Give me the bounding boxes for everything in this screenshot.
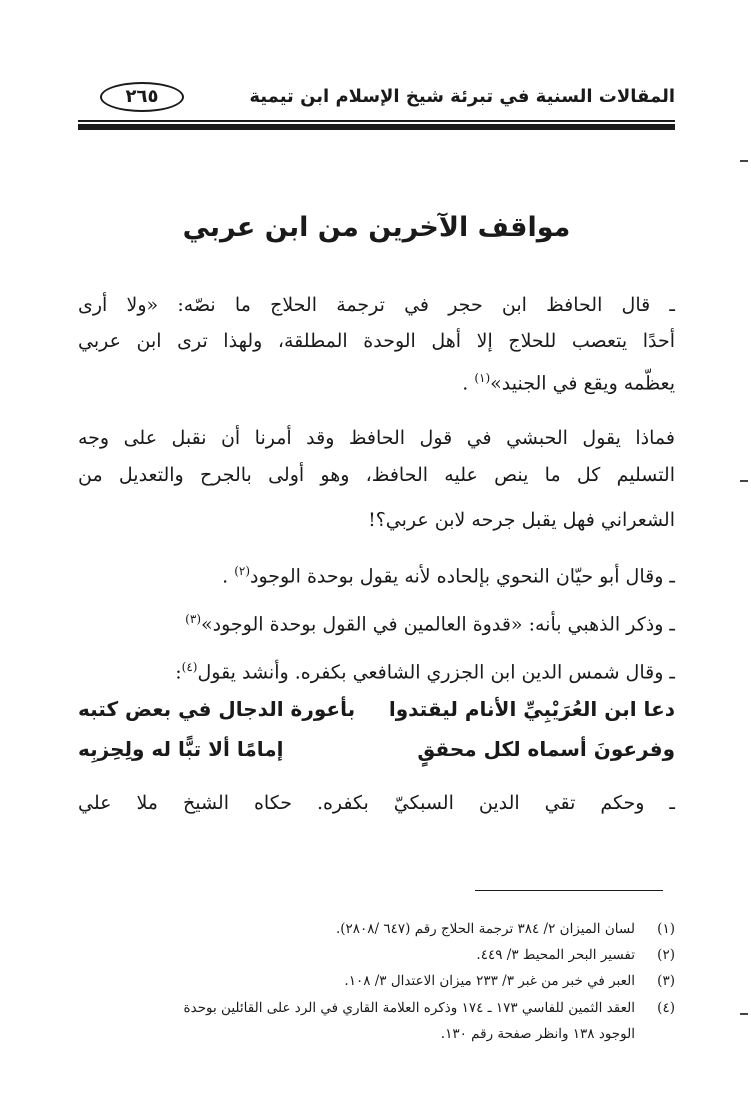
margin-mark bbox=[740, 160, 748, 162]
paragraph-line: فماذا يقول الحبشي في قول الحافظ وقد أمرنا أن نقبل على وجه bbox=[78, 427, 675, 449]
footnote-ref: (٢) bbox=[234, 564, 251, 578]
verse-line bbox=[78, 693, 675, 727]
footnote-number: (٢) bbox=[657, 947, 675, 963]
section-title: مواقف الآخرين من ابن عربي bbox=[182, 212, 571, 243]
paragraph-line: التسليم كل ما ينص عليه الحافظ، وهو أولى بالجرح والتعديل من bbox=[78, 464, 675, 486]
paragraph-line: ـ قال الحافظ ابن حجر في ترجمة الحلاج ما نصّه: «ولا أرى bbox=[78, 294, 675, 316]
verse-hemistich: دعا ابن العُرَيْبِيِّ الأنام ليقتدوا bbox=[388, 697, 675, 721]
footnote-text: العقد الثمين للفاسي ١٧٣ ـ ١٧٤ وذكره العلامة القاري في الرد على القائلين بوحدة bbox=[183, 1000, 635, 1016]
footnote-number: (٣) bbox=[657, 973, 675, 989]
paragraph-line bbox=[78, 604, 675, 639]
verse-hemistich: إمامًا ألا تبًّا له ولِحِزبِه bbox=[78, 737, 284, 761]
line-text: ـ وقال أبو حيّان النحوي بإلحاده لأنه يقول بوحدة الوجود bbox=[250, 565, 675, 588]
line-text: يعظّمه ويقع في الجنيد» bbox=[490, 372, 675, 395]
footnote bbox=[78, 1022, 675, 1047]
footnote-text: لسان الميزان ٢/ ٣٨٤ ترجمة الحلاج رقم (٦٤٧ /٢٨٠٨). bbox=[335, 921, 635, 937]
paragraph-line bbox=[78, 556, 675, 591]
footnote-text: الوجود ١٣٨ وانظر صفحة رقم ١٣٠. bbox=[440, 1026, 635, 1042]
header-rule-thin bbox=[78, 120, 675, 122]
footnote-ref: (٤) bbox=[181, 660, 198, 674]
page-header bbox=[78, 82, 675, 120]
paragraph-line bbox=[78, 652, 675, 687]
margin-mark bbox=[740, 1013, 748, 1015]
running-title: المقالات السنية في تبرئة شيخ الإسلام ابن تيمية bbox=[249, 86, 675, 107]
footnote-text: العبر في خبر من غبر ٣/ ٢٣٣ ميزان الاعتدال ٣/ ١٠٨. bbox=[344, 973, 635, 989]
line-end: . bbox=[462, 372, 469, 395]
footnote-separator bbox=[475, 890, 663, 891]
verse-hemistich: وفرعونَ أسماه لكل محققٍ bbox=[417, 737, 675, 761]
footnote bbox=[78, 969, 675, 994]
line-text: ـ وذكر الذهبي بأنه: «قدوة العالمين في القول بوحدة الوجود» bbox=[201, 613, 675, 636]
paragraph-line: ـ وحكم تقي الدين السبكيّ بكفره. حكاه الشيخ ملا علي bbox=[78, 792, 675, 814]
footnote-ref: (٣) bbox=[185, 612, 201, 626]
footnote-ref: (١) bbox=[474, 371, 491, 385]
line-end: . bbox=[222, 565, 229, 588]
paragraph-line: أحدًا يتعصب للحلاج إلا أهل الوحدة المطلقة، ولهذا ترى ابن عربي bbox=[78, 330, 675, 352]
line-text: ـ وقال شمس الدين ابن الجزري الشافعي بكفره. وأنشد يقول bbox=[197, 661, 675, 684]
footnote-text: تفسير البحر المحيط ٣/ ٤٤٩. bbox=[476, 947, 635, 963]
footnote-number: (٤) bbox=[657, 1000, 675, 1016]
verse-hemistich: بأعورة الدجال في بعض كتبه bbox=[78, 697, 356, 721]
footnote bbox=[78, 917, 675, 942]
paragraph-line bbox=[78, 363, 675, 398]
footnote-number: (١) bbox=[657, 921, 675, 937]
margin-mark bbox=[740, 480, 748, 482]
verse-line bbox=[78, 733, 675, 767]
footnote bbox=[78, 943, 675, 968]
footnote bbox=[78, 996, 675, 1021]
line-end: : bbox=[175, 661, 182, 684]
paragraph-line: الشعراني فهل يقبل جرحه لابن عربي؟! bbox=[368, 509, 675, 531]
header-rule-thick bbox=[78, 124, 675, 130]
page-number-badge: ٢٦٥ bbox=[100, 82, 184, 112]
